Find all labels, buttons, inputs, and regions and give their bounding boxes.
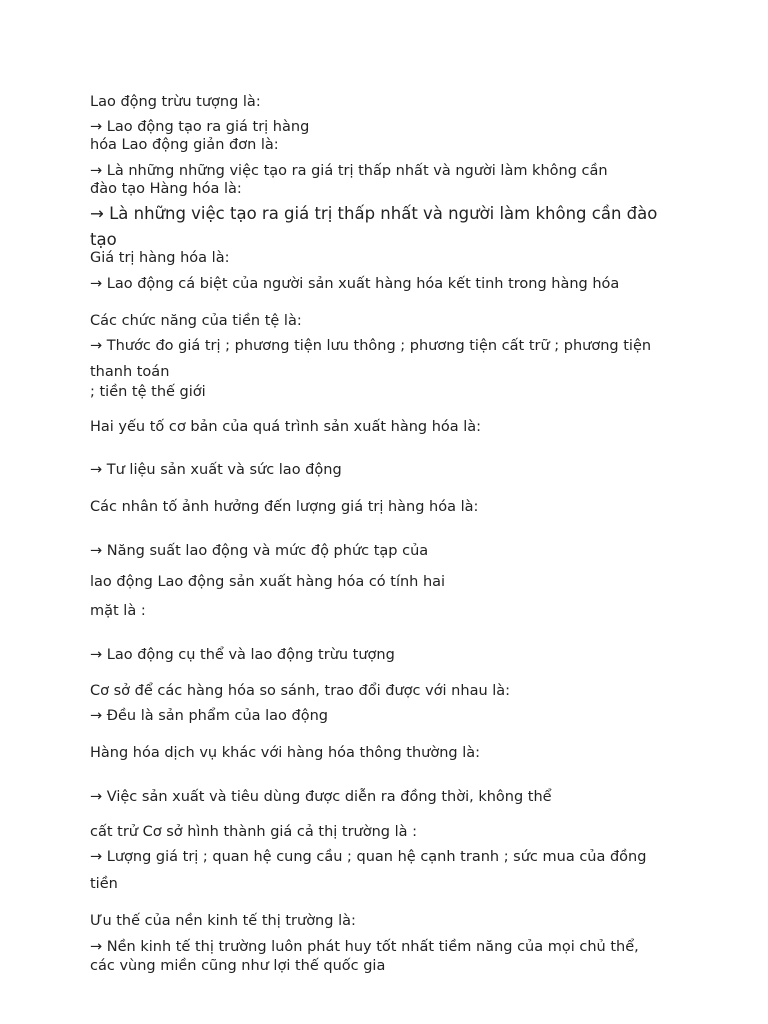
text-line: → Lao động tạo ra giá trị hàng [90,119,310,135]
text-line: → Là những những việc tạo ra giá trị thấp nhất và người làm không cần [90,163,608,179]
text-line: Hai yếu tố cơ bản của quá trình sản xuất hàng hóa là: [90,419,482,435]
text-line: → Đều là sản phẩm của lao động [90,708,329,724]
text-line: Giá trị hàng hóa là: [90,250,230,266]
text-line: → Năng suất lao động và mức độ phức tạp của [90,543,429,559]
text-line: cất trử Cơ sở hình thành giá cả thị trường là : [90,824,418,840]
text-line: → Lao động cá biệt của người sản xuất hàng hóa kết tinh trong hàng hóa [90,276,620,292]
text-line: hóa Lao động giản đơn là: [90,137,279,153]
text-line: tạo [90,230,117,249]
text-line: → Lượng giá trị ; quan hệ cung cầu ; quan hệ cạnh tranh ; sức mua của đồng [90,849,647,865]
text-line: Hàng hóa dịch vụ khác với hàng hóa thông thường là: [90,745,480,761]
text-line: các vùng miền cũng như lợi thế quốc gia [90,958,386,974]
text-line: → Việc sản xuất và tiêu dùng được diễn ra đồng thời, không thể [90,789,552,805]
text-line: Ưu thế của nền kinh tế thị trường là: [90,913,356,929]
text-line: → Là những việc tạo ra giá trị thấp nhất và người làm không cần đào [90,204,658,223]
text-line: Cơ sở để các hàng hóa so sánh, trao đổi được với nhau là: [90,683,511,699]
text-line: → Tư liệu sản xuất và sức lao động [90,462,342,478]
text-line: ; tiền tệ thế giới [90,384,206,400]
text-line: lao động Lao động sản xuất hàng hóa có tính hai [90,574,446,590]
text-line: → Thước đo giá trị ; phương tiện lưu thông ; phương tiện cất trữ ; phương tiện [90,338,652,354]
text-line: đào tạo Hàng hóa là: [90,181,242,197]
text-line: Các nhân tố ảnh hưởng đến lượng giá trị hàng hóa là: [90,499,479,515]
text-line: mặt là : [90,603,146,619]
text-line: → Nền kinh tế thị trường luôn phát huy tốt nhất tiềm năng của mọi chủ thể, [90,939,639,955]
text-line: → Lao động cụ thể và lao động trừu tượng [90,647,395,663]
text-line: Lao động trừu tượng là: [90,94,261,110]
text-line: tiền [90,876,118,892]
text-line: thanh toán [90,364,170,380]
text-line: Các chức năng của tiền tệ là: [90,313,302,329]
